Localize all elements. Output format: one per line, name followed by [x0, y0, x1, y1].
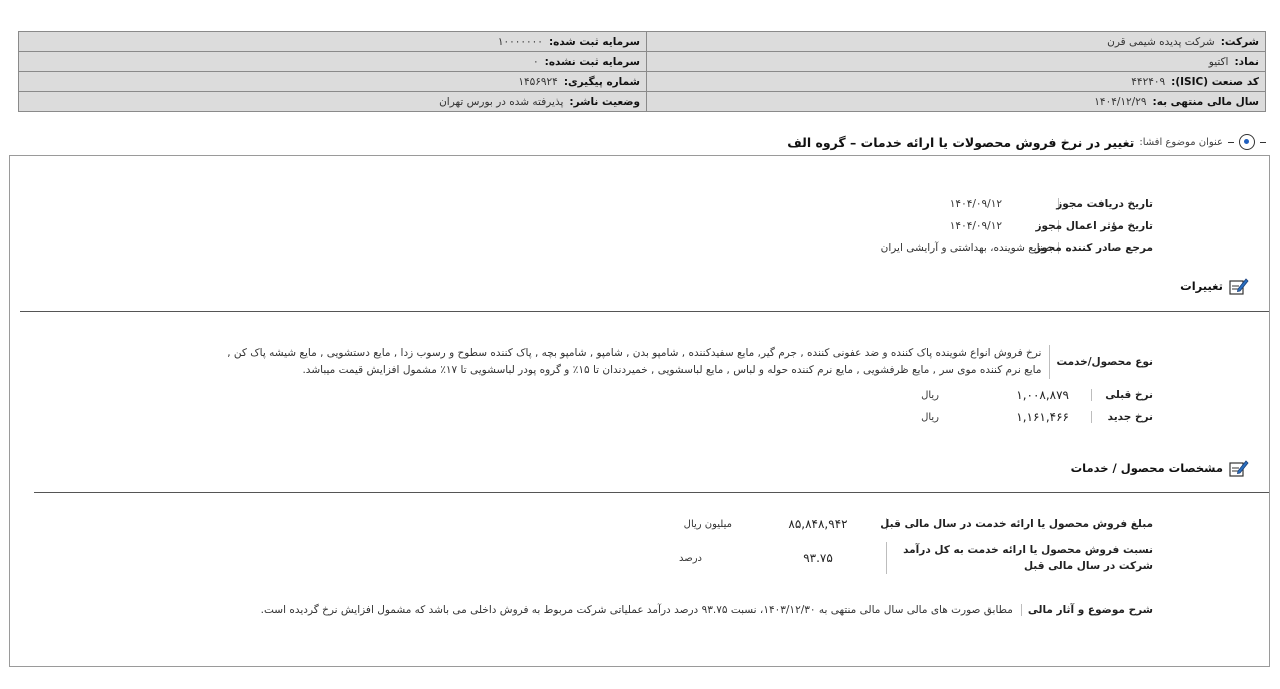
symbol-cell — [647, 52, 1266, 72]
specs-title-text: مشخصات محصول / خدمات — [1070, 461, 1223, 475]
new-rate-value: ۱,۱۶۱,۴۶۶ — [1016, 410, 1069, 424]
target-dot-icon — [1239, 134, 1255, 150]
subject-title: تغییر در نرخ فروش محصولات یا ارائه خدمات – گروه الف — [787, 134, 1135, 150]
specs-divider — [34, 492, 1269, 493]
permit-effective-label: تاریخ مؤثر اعمال مجوز — [1035, 220, 1153, 232]
isic-value: ۴۴۲۴۰۹ — [1131, 75, 1166, 88]
registered-capital-cell — [19, 32, 647, 52]
publisher-status-label: وضعیت ناشر: — [569, 95, 640, 108]
tracking-label: شماره پیگیری: — [563, 75, 640, 88]
disclosure-content-box — [9, 155, 1270, 667]
fiscal-year-label: سال مالی منتهی به: — [1152, 95, 1259, 108]
registered-capital-value: ۱۰۰۰۰۰۰۰ — [497, 35, 543, 48]
company-value: شرکت پدیده شیمی قرن — [1107, 35, 1215, 48]
product-type-line1: نرخ فروش انواع شوینده پاک کننده و ضد عفونی کننده , جرم گیر, مایع سفیدکننده , شامپو بدن , شامپو , شامپو بچه , پاک کننده سطوح و رسوب زدا , مایع دستشویی , مایع شیشه پاک کن , — [227, 347, 1042, 359]
permit-issuer-value: صنایع شوینده، بهداشتی و آرایشی ایران — [880, 242, 1052, 254]
isic-label: کد صنعت (ISIC): — [1171, 75, 1259, 88]
prior-sales-value: ۸۵,۸۴۸,۹۴۲ — [788, 517, 848, 531]
new-rate-label: نرخ جدید — [1091, 411, 1153, 423]
unregistered-capital-label: سرمایه ثبت نشده: — [544, 55, 640, 68]
isic-cell — [647, 72, 1266, 92]
edit-note-icon — [1229, 459, 1249, 477]
sales-ratio-label-line1: نسبت فروش محصول یا ارائه خدمت به کل درآمد — [903, 544, 1153, 556]
sales-ratio-label-line2: شرکت در سال مالی قبل — [1023, 560, 1153, 572]
permit-effective-value: ۱۴۰۴/۰۹/۱۲ — [949, 220, 1002, 232]
specs-section-title — [1071, 459, 1249, 477]
tracking-value: ۱۴۵۶۹۲۴ — [518, 75, 558, 88]
product-type-description — [227, 345, 1041, 379]
permit-received-row — [950, 198, 1153, 210]
sales-ratio-row — [679, 542, 1153, 574]
sales-ratio-unit: درصد — [678, 552, 702, 564]
changes-divider — [20, 311, 1269, 312]
product-type-label: نوع محصول/خدمت — [1049, 345, 1153, 379]
company-label: شرکت: — [1220, 35, 1259, 48]
subject-label: عنوان موضوع افشا: — [1139, 136, 1223, 148]
symbol-value: اکتیو — [1208, 55, 1229, 68]
product-type-row — [227, 345, 1153, 379]
tracking-cell — [19, 72, 647, 92]
new-rate-row — [921, 410, 1153, 424]
prior-sales-row — [684, 517, 1153, 531]
symbol-label: نماد: — [1234, 55, 1259, 68]
changes-section-title — [1180, 277, 1249, 295]
permit-received-label: تاریخ دریافت مجوز — [1056, 198, 1153, 210]
registered-capital-label: سرمایه ثبت شده: — [548, 35, 640, 48]
previous-rate-label: نرخ قبلی — [1091, 389, 1153, 401]
previous-rate-value: ۱,۰۰۸,۸۷۹ — [1016, 388, 1069, 402]
financial-effects-label: شرح موضوع و آثار مالی — [1021, 604, 1153, 616]
subject-line-left — [1260, 142, 1266, 143]
permit-received-value: ۱۴۰۴/۰۹/۱۲ — [949, 198, 1002, 210]
company-info-table — [18, 31, 1266, 112]
unregistered-capital-value: ۰ — [533, 55, 539, 68]
fiscal-year-value: ۱۴۰۴/۱۲/۲۹ — [1094, 95, 1147, 108]
prior-sales-label: مبلغ فروش محصول یا ارائه خدمت در سال مالی قبل — [880, 518, 1153, 530]
publisher-status-value: پذیرفته شده در بورس تهران — [439, 95, 564, 108]
previous-rate-row — [921, 388, 1153, 402]
permit-issuer-row — [881, 242, 1153, 254]
financial-effects-row — [261, 604, 1153, 616]
unregistered-capital-cell — [19, 52, 647, 72]
edit-note-icon — [1229, 277, 1249, 295]
fiscal-year-cell — [647, 92, 1266, 112]
sales-ratio-value: ۹۳.۷۵ — [803, 551, 833, 565]
new-rate-unit: ریال — [921, 411, 939, 423]
publisher-status-cell — [19, 92, 647, 112]
company-cell — [647, 32, 1266, 52]
product-type-line2: مایع نرم کننده موی سر , مایع ظرفشویی , مایع نرم کننده حوله و لباس , مایع لباسشویی , خمیردندان تا ۱۵٪ و گروه پودر لباسشویی تا ۱۷٪ مشمول افزایش قیمت میباشد. — [302, 364, 1042, 376]
permit-effective-row — [950, 220, 1153, 232]
previous-rate-unit: ریال — [921, 389, 939, 401]
disclosure-subject — [787, 134, 1266, 150]
changes-title-text: تغییرات — [1180, 279, 1223, 293]
subject-line-right — [1228, 142, 1234, 143]
sales-ratio-label — [886, 542, 1153, 574]
prior-sales-unit: میلیون ریال — [683, 518, 732, 530]
permit-issuer-label: مرجع صادر کننده مجوز — [1035, 242, 1153, 254]
financial-effects-value: مطابق صورت های مالی سال مالی منتهی به ۱۴۰۳/۱۲/۳۰، نسبت ۹۳.۷۵ درصد درآمد عملیاتی شرکت مربوط به فروش داخلی می باشد که مشمول افزایش نرخ گردیده است. — [260, 604, 1013, 616]
